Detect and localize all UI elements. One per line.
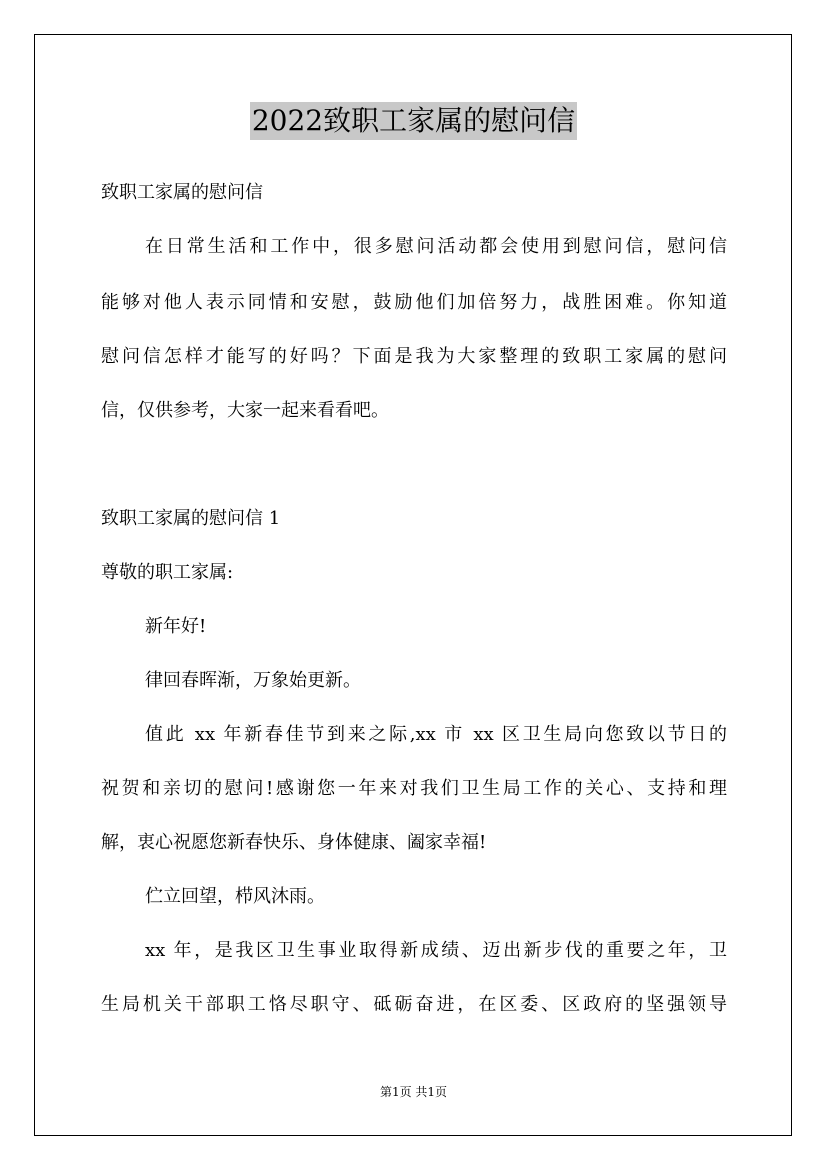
- greeting: 新年好!: [145, 616, 207, 637]
- spring-line: 律回春晖渐，万象始更新。: [145, 670, 361, 691]
- para2-line-3: 解，衷心祝愿您新春快乐、身体健康、阖家幸福!: [101, 832, 487, 853]
- intro-line-4: 信，仅供参考，大家一起来看看吧。: [101, 400, 389, 421]
- subtitle: 致职工家属的慰问信: [101, 182, 263, 203]
- intro-line-2: 能够对他人表示同情和安慰，鼓励他们加倍努力，战胜困难。你知道: [101, 292, 727, 313]
- para2-line-2: 祝贺和亲切的慰问!感谢您一年来对我们卫生局工作的关心、支持和理: [101, 778, 727, 799]
- page-footer: 第1页 共1页: [379, 1085, 448, 1099]
- title-wrap: [0, 102, 827, 140]
- salutation: 尊敬的职工家属:: [101, 562, 234, 583]
- intro-line-3: 慰问信怎样才能写的好吗？下面是我为大家整理的致职工家属的慰问: [101, 346, 727, 367]
- para3-line-2: 生局机关干部职工恪尽职守、砥砺奋进，在区委、区政府的坚强领导: [101, 994, 727, 1015]
- para2-line-1: 值此 xx 年新春佳节到来之际,xx 市 xx 区卫生局向您致以节日的: [145, 724, 727, 745]
- look-back-line: 伫立回望，栉风沐雨。: [145, 886, 325, 907]
- intro-line-1: 在日常生活和工作中，很多慰问活动都会使用到慰问信，慰问信: [145, 236, 727, 257]
- document-title: 2022致职工家属的慰问信: [250, 102, 577, 140]
- section-heading: 致职工家属的慰问信 1: [101, 508, 281, 529]
- para3-line-1: xx 年，是我区卫生事业取得新成绩、迈出新步伐的重要之年，卫: [145, 940, 727, 961]
